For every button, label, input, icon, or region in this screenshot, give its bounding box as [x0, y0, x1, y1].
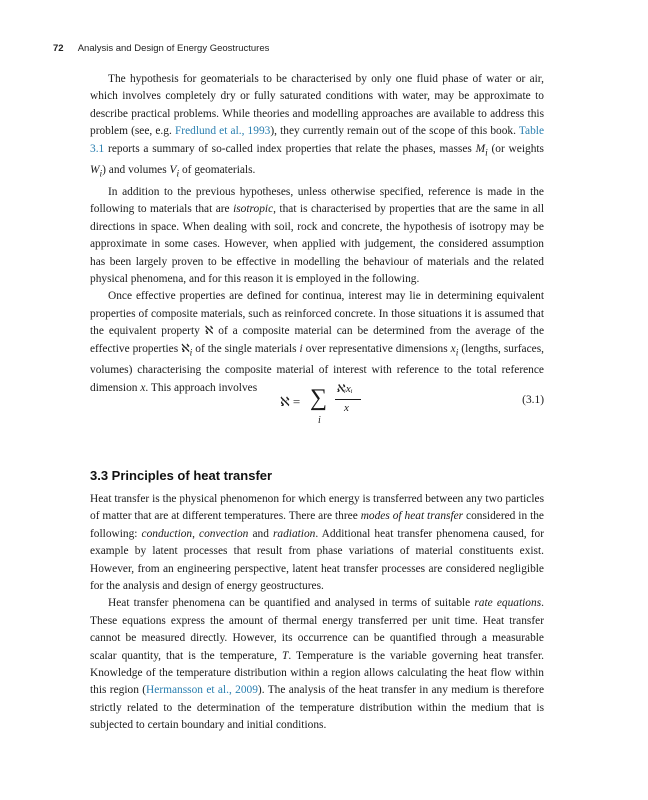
- equation-number: (3.1): [522, 394, 544, 406]
- body-text-bottom: [90, 491, 544, 735]
- section-heading: 3.3 Principles of heat transfer: [90, 468, 273, 483]
- equation-formula: [280, 380, 370, 436]
- equation-3-1: [90, 380, 544, 440]
- paragraph-fluid-phase: The hypothesis for geomaterials to be characterised by only one fluid phase of water or air, which involves completely dry or fully saturated conditions with water, may be approximate to describe practical problems. While theories and modelling approaches are available to address this problem (see, e.g. Fredlund et al., 1993), they currently remain out of the scope of this book. Table 3.1 reports a summary of so-called index properties that relate the phases, masses $M_i$ (or weights $W_i$) and volumes $V_i$ of geomaterials.: [90, 73, 545, 180]
- citation-hermansson[interactable]: Hermansson et al., 2009: [146, 684, 258, 697]
- running-title: Analysis and Design of Energy Geostructures: [77, 43, 270, 54]
- table-3-1-link[interactable]: Table 3.1: [90, 125, 545, 155]
- paragraph-rate-equations: Heat transfer phenomena can be quantified and analysed in terms of suitable rate equations. These equations express the amount of thermal energy transferred per unit time. Heat transfer cannot be measured directly. However, its occurrence can be quantified through a measurable scalar quantity, that is the temperature, T. Temperature is the variable governing heat transfer. Knowledge of the temperature distribution within a region allows calculating the heat flow within this region (Hermansson et al., 2009). The analysis of the heat transfer in any medium is therefore strictly related to the determination of the temperature distribution within the medium that is subjected to certain boundary and initial conditions.: [90, 597, 544, 732]
- fraction-numerator: ℵᵢxᵢ: [336, 383, 353, 395]
- citation-fredlund[interactable]: Fredlund et al., 1993: [174, 125, 271, 138]
- summation-symbol: ∑: [310, 385, 328, 411]
- equation-lhs: ℵ =: [280, 394, 301, 409]
- paragraph-composite: Once effective properties are defined for continua, interest may lie in determining equivalent properties of composite materials, such as reinforced concrete. In those situations it is assumed that the equivalent property ℵ of a composite material can be determined from the average of the effective properties ℵ$_i$ of the single materials i over representative dimensions $x_i$ (lengths, surfaces, volumes) characterising the composite material of interest with reference to the total reference dimension x. This approach involves: [90, 290, 544, 394]
- paragraph-isotropy: In addition to the previous hypotheses, unless otherwise specified, reference is made in the following to materials that are isotropic, that is characterised by properties that are the same in all directions in space. When dealing with soil, rock and concrete, the hypothesis of isotropy may be approximate in some cases. However, when applied with judgement, the considered assumption has been largely proven to be effective in modelling the behaviour of materials and the related physical phenomena, and for this reason it is employed in the following.: [90, 186, 545, 286]
- fraction-denominator: x: [344, 402, 349, 414]
- fraction-bar: [335, 399, 361, 400]
- paragraph-heat-transfer: Heat transfer is the physical phenomenon for which energy is transferred between any two particles of matter that are at different temperatures. There are three modes of heat transfer considered in the following: conduction, convection and radiation. Additional heat transfer phenomena caused, for example by latent processes that result from phase variations of material constituents exist. However, from an engineering perspective, latent heat transfer processes are considered negligible for the analysis and design of energy geostructures.: [90, 493, 544, 593]
- body-text-top: [90, 71, 544, 397]
- page-number: 72: [53, 43, 64, 54]
- running-header: [53, 43, 269, 54]
- summation-index: i: [318, 415, 321, 426]
